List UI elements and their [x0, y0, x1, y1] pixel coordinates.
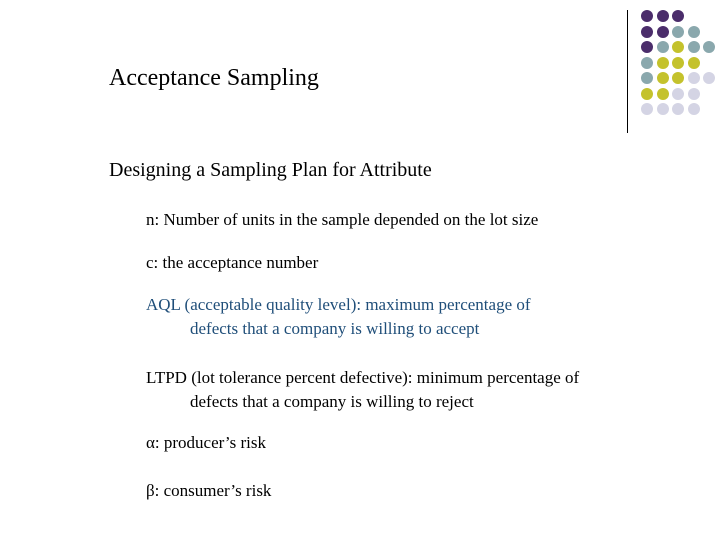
section-subtitle: Designing a Sampling Plan for Attribute — [109, 159, 432, 181]
decorative-dot — [641, 26, 653, 38]
decorative-dot — [657, 26, 669, 38]
decorative-dot — [641, 72, 653, 84]
decorative-dot — [672, 88, 684, 100]
decorative-dot — [688, 26, 700, 38]
decorative-dot — [657, 72, 669, 84]
decorative-dot — [688, 88, 700, 100]
decorative-dot — [641, 57, 653, 69]
decorative-dot — [703, 72, 715, 84]
decorative-dot — [641, 103, 653, 115]
definition-aql-line1: AQL (acceptable quality level): maximum percentage of — [146, 295, 531, 314]
decorative-dot — [672, 103, 684, 115]
decorative-dot — [672, 41, 684, 53]
decorative-dot — [688, 103, 700, 115]
definition-aql-line2: defects that a company is willing to accept — [190, 319, 480, 338]
decorative-dot — [657, 88, 669, 100]
definition-ltpd-line2: defects that a company is willing to reject — [190, 392, 474, 411]
slide-title: Acceptance Sampling — [109, 65, 319, 91]
decorative-dot — [703, 41, 715, 53]
decorative-dot-grid — [641, 10, 720, 120]
decorative-dot — [672, 26, 684, 38]
definition-alpha: α: producer’s risk — [146, 433, 267, 452]
definition-beta: β: consumer’s risk — [146, 481, 272, 500]
decorative-dot — [641, 88, 653, 100]
decorative-dot — [657, 10, 669, 22]
definition-ltpd-line1: LTPD (lot tolerance percent defective): minimum percentage of — [146, 368, 580, 387]
decorative-dot — [641, 41, 653, 53]
definition-ltpd — [146, 366, 579, 414]
decorative-dot — [657, 41, 669, 53]
decorative-dot — [688, 72, 700, 84]
decorative-dot — [688, 57, 700, 69]
decorative-dot — [641, 10, 653, 22]
decorative-dot — [672, 10, 684, 22]
decorative-dot — [672, 57, 684, 69]
vertical-divider — [627, 10, 628, 133]
decorative-dot — [688, 41, 700, 53]
decorative-dot — [657, 57, 669, 69]
decorative-dot — [657, 103, 669, 115]
definition-n: n: Number of units in the sample depended on the lot size — [146, 210, 539, 229]
definition-aql — [146, 293, 531, 341]
decorative-dot — [672, 72, 684, 84]
definition-c: c: the acceptance number — [146, 253, 319, 272]
